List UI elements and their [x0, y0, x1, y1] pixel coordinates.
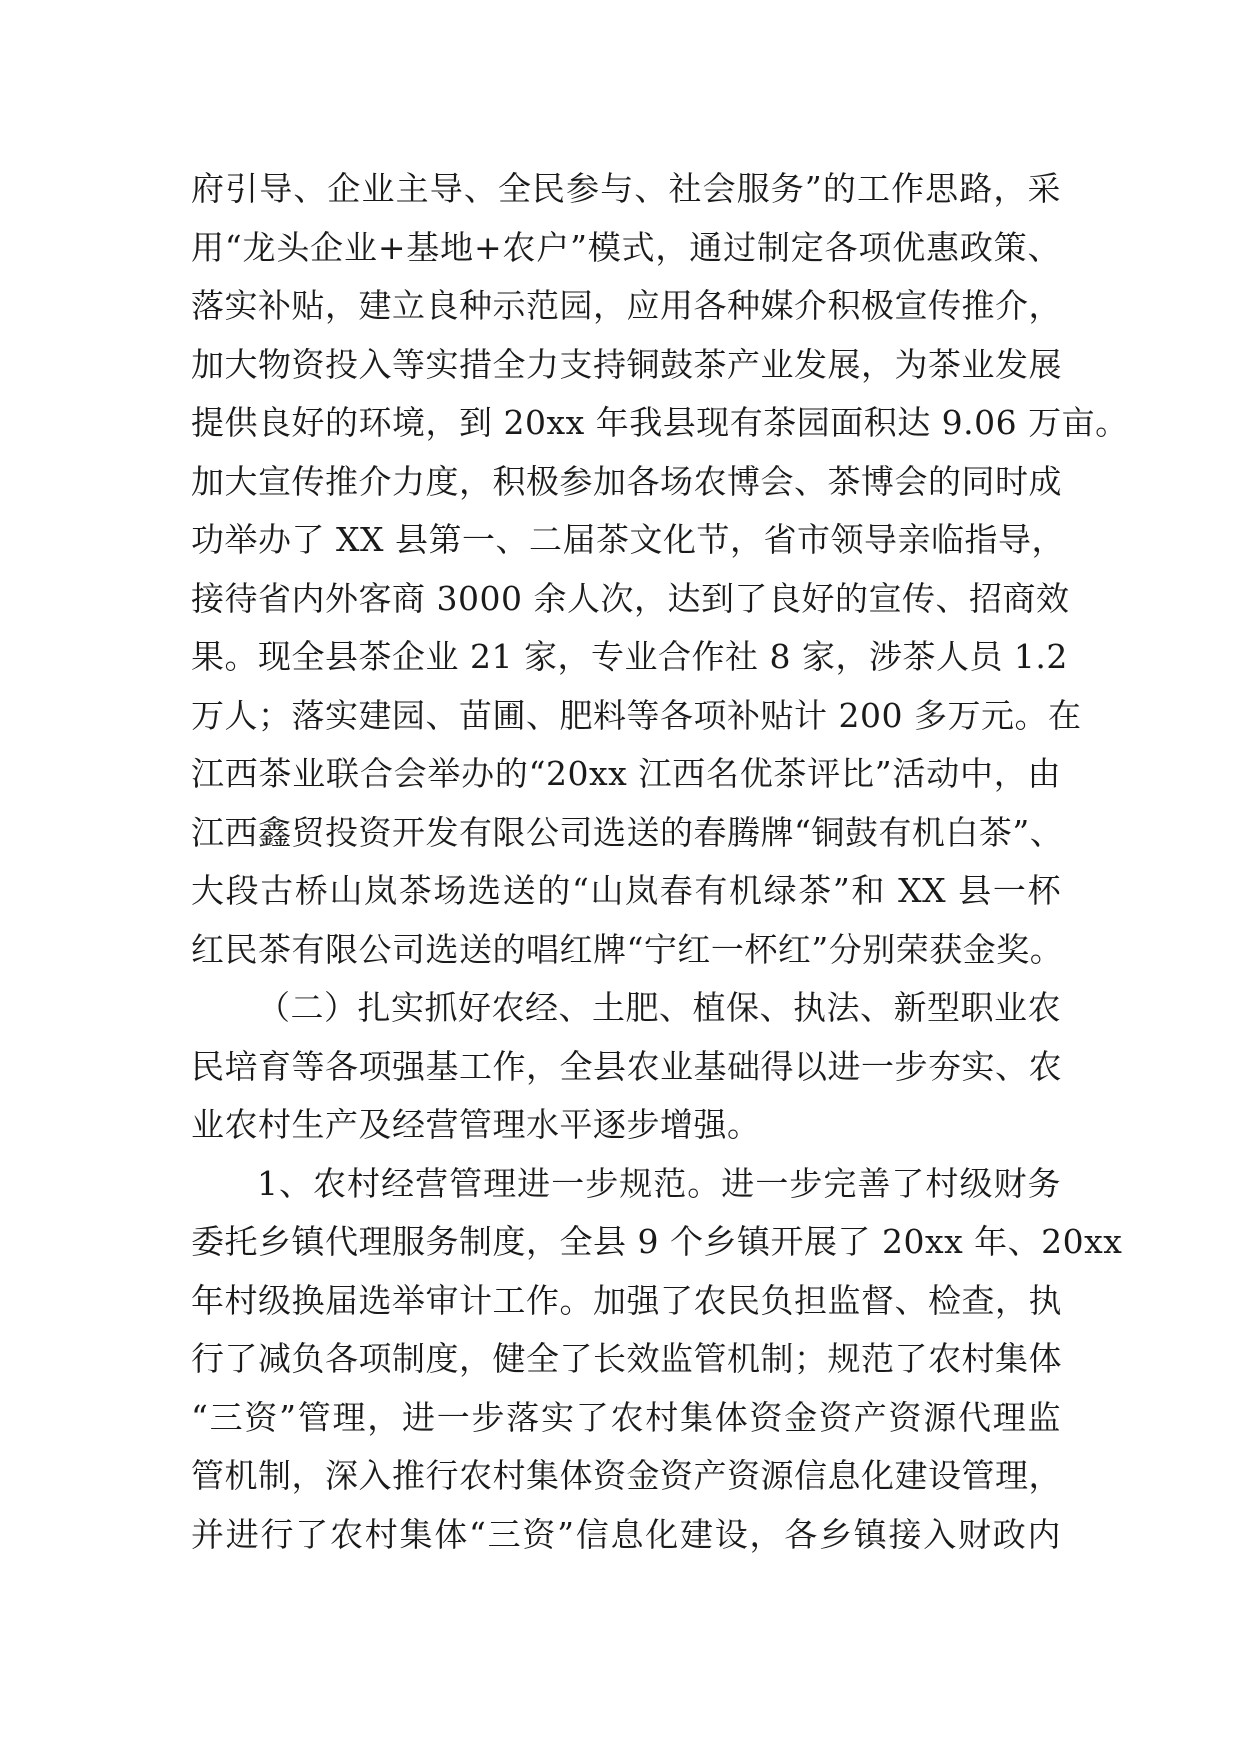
- text-line-9: 果。现全县茶企业 21 家，专业合作社 8 家，涉茶人员 1.2: [191, 637, 1068, 676]
- section-heading-line-3: 业农村生产及经营管理水平逐步增强。: [191, 1105, 761, 1144]
- text-line-5: 提供良好的环境，到 20xx 年我县现有茶园面积达 9.06 万亩。: [191, 403, 1129, 442]
- text-line-14: 红民茶有限公司选送的唱红牌“宁红一杯红”分别荣获金奖。: [191, 929, 1064, 969]
- text-line-7: 功举办了 XX 县第一、二届茶文化节，省市领导亲临指导，: [191, 520, 1065, 559]
- text-line-11: 江西茶业联合会举办的“20xx 江西名优茶评比”活动中，由: [191, 754, 1061, 793]
- text-line-13: 大段古桥山岚茶场选送的“山岚春有机绿茶”和 XX 县一杯: [191, 871, 1061, 910]
- text-line-2: 用“龙头企业+基地+农户”模式，通过制定各项优惠政策、: [191, 227, 1061, 267]
- text-line-23: 管机制，深入推行农村集体资金资产资源信息化建设管理，: [191, 1456, 1062, 1495]
- text-line-19: 委托乡镇代理服务制度，全县 9 个乡镇开展了 20xx 年、20xx: [191, 1222, 1123, 1261]
- text-line-10: 万人；落实建园、苗圃、肥料等各项补贴计 200 多万元。在: [191, 695, 1082, 735]
- text-line-12: 江西鑫贸投资开发有限公司选送的春腾牌“铜鼓有机白茶”、: [191, 812, 1064, 852]
- text-line-22: “三资”管理，进一步落实了农村集体资金资产资源代理监: [191, 1397, 1061, 1437]
- text-line-1: 府引导、企业主导、全民参与、社会服务”的工作思路，采: [191, 169, 1061, 208]
- text-line-20: 年村级换届选举审计工作。加强了农民负担监督、检查，执: [191, 1280, 1062, 1320]
- text-line-6: 加大宣传推介力度，积极参加各场农博会、茶博会的同时成: [191, 461, 1062, 501]
- text-line-4: 加大物资投入等实措全力支持铜鼓茶产业发展，为茶业发展: [191, 344, 1062, 384]
- text-line-24: 并进行了农村集体“三资”信息化建设，各乡镇接入财政内: [191, 1514, 1061, 1554]
- text-line-21: 行了减负各项制度，健全了长效监管机制；规范了农村集体: [191, 1339, 1062, 1378]
- section-heading-line-2: 民培育等各项强基工作，全县农业基础得以进一步夯实、农: [191, 1046, 1062, 1086]
- body-text: [191, 160, 1129, 1564]
- text-line-18: 1、农村经营管理进一步规范。进一步完善了村级财务: [257, 1163, 1061, 1203]
- section-heading-line-1: （二）扎实抓好农经、土肥、植保、执法、新型职业农: [257, 988, 1061, 1027]
- text-line-8: 接待省内外客商 3000 余人次，达到了良好的宣传、招商效: [191, 578, 1070, 618]
- text-line-3: 落实补贴，建立良种示范园，应用各种媒介积极宣传推介，: [191, 286, 1062, 325]
